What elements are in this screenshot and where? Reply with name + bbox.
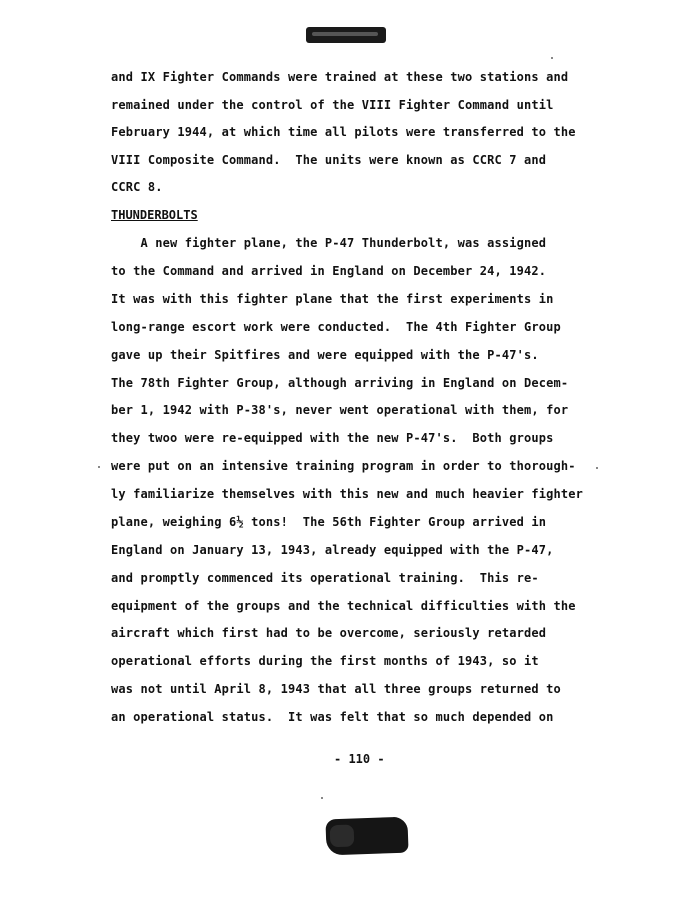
text-line-6: A new fighter plane, the P-47 Thunderbolt, was assigned [111,236,547,250]
text-line-9: long-range escort work were conducted. The 4th Fighter Group [111,320,561,334]
text-line-1: and IX Fighter Commands were trained at these two stations and [111,70,569,84]
page-number: - 110 - [334,752,385,766]
text-line-15: ly familiarize themselves with this new and much heavier fighter [111,487,583,501]
scan-speck [551,57,553,59]
text-line-19: equipment of the groups and the technical difficulties with the [111,599,576,613]
text-line-8: It was with this fighter plane that the first experiments in [111,292,554,306]
text-line-17: England on January 13, 1943, already equipped with the P-47, [111,543,554,557]
scan-speck [98,466,100,468]
scan-speck [321,797,323,799]
text-line-14: were put on an intensive training program in order to thorough- [111,459,576,473]
text-line-3: February 1944, at which time all pilots were transferred to the [111,125,576,139]
text-line-7: to the Command and arrived in England on December 24, 1942. [111,264,547,278]
text-line-13: they twoo were re-equipped with the new P-47's. Both groups [111,431,554,445]
text-line-4: VIII Composite Command. The units were known as CCRC 7 and [111,153,547,167]
redaction-mark-bottom [325,817,408,856]
text-line-23: an operational status. It was felt that so much depended on [111,710,554,724]
text-line-2: remained under the control of the VIII Fighter Command until [111,98,554,112]
text-line-10: gave up their Spitfires and were equipped with the P-47's. [111,348,539,362]
text-line-22: was not until April 8, 1943 that all three groups returned to [111,682,561,696]
scan-speck [596,467,598,469]
text-line-16: plane, weighing 6½ tons! The 56th Fighter Group arrived in [111,515,547,529]
text-line-18: and promptly commenced its operational training. This re- [111,571,539,585]
text-line-11: The 78th Fighter Group, although arriving in England on Decem- [111,376,569,390]
section-heading: THUNDERBOLTS [111,208,198,222]
text-line-20: aircraft which first had to be overcome, seriously retarded [111,626,547,640]
redaction-mark-top [306,27,386,43]
text-line-5: CCRC 8. [111,180,163,194]
text-line-21: operational efforts during the first months of 1943, so it [111,654,539,668]
text-line-12: ber 1, 1942 with P-38's, never went operational with them, for [111,403,569,417]
